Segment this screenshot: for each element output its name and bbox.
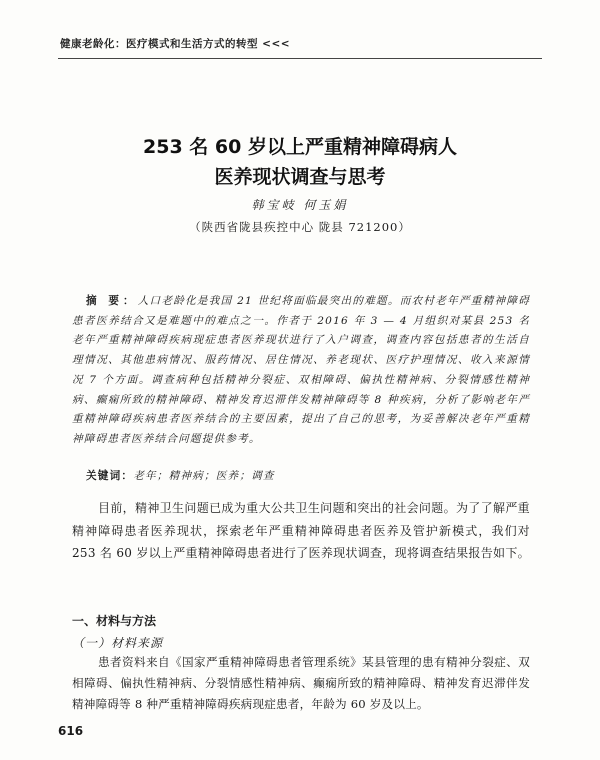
keywords (86, 468, 530, 483)
authors: 韩宝岐 何玉娟 (251, 198, 349, 212)
section-heading: 一、材料与方法 (72, 614, 157, 628)
page-number: 616 (58, 724, 84, 738)
affiliation: （陕西省陇县疾控中心 陇县 721200） (189, 220, 411, 234)
abstract-text: 人口老龄化是我国 21 世纪将面临最突出的难题。而农村老年严重精神障碍患者医养结合又是难题中的难点之一。作者于 2016 年 3 — 4 月组织对某县 253 名老年严重精神障碍疾病现症患者医养现状进行了入户调查，调查内容包括患者的生活自理情况、其他患病情况、服药情况、居住情况、养老现状、医疗护理情况、收入来源情况 7 个方面。调查病种包括精神分裂症、双相障碍、偏执性精神病、分裂情感性精神病、癫痫所致的精神障碍、精神发育迟滞伴发精神障碍等 8 种疾病，分析了影响老年严重精神障碍疾病患者医养结合的主要因素，提出了自己的思考，为妥善解决老年严重精神障碍患者医养结合问题提供参考。 (72, 295, 530, 445)
intro-paragraph: 目前，精神卫生问题已成为重大公共卫生问题和突出的社会问题。为了了解严重精神障碍患者医养现状，探索老年严重精神障碍患者医养及管护新模式，我们对 253 名 60 岁以上严重精神障碍患者进行了医养现状调查，现将调查结果报告如下。 (72, 501, 530, 560)
keywords-label: 关键词： (86, 470, 134, 482)
abstract (72, 292, 530, 450)
abstract-label: 摘 要： (86, 295, 138, 307)
subsection-heading: （一）材料来源 (72, 636, 164, 650)
title-line-2: 医养现状调查与思考 (214, 166, 386, 188)
running-header: 健康老龄化：医疗模式和生活方式的转型 <<< (60, 38, 291, 50)
header-rule (58, 58, 542, 59)
keywords-text: 老年；精神病；医养；调查 (133, 470, 275, 482)
page-title (0, 132, 600, 192)
section-paragraph: 患者资料来自《国家严重精神障碍患者管理系统》某县管理的患有精神分裂症、双相障碍、偏执性精神病、分裂情感性精神病、癫痫所致的精神障碍、精神发育迟滞伴发精神障碍等 8 种严重精神障碍疾病现症患者，年龄为 60 岁及以上。 (72, 655, 530, 711)
title-line-1: 253 名 60 岁以上严重精神障碍病人 (143, 136, 457, 158)
